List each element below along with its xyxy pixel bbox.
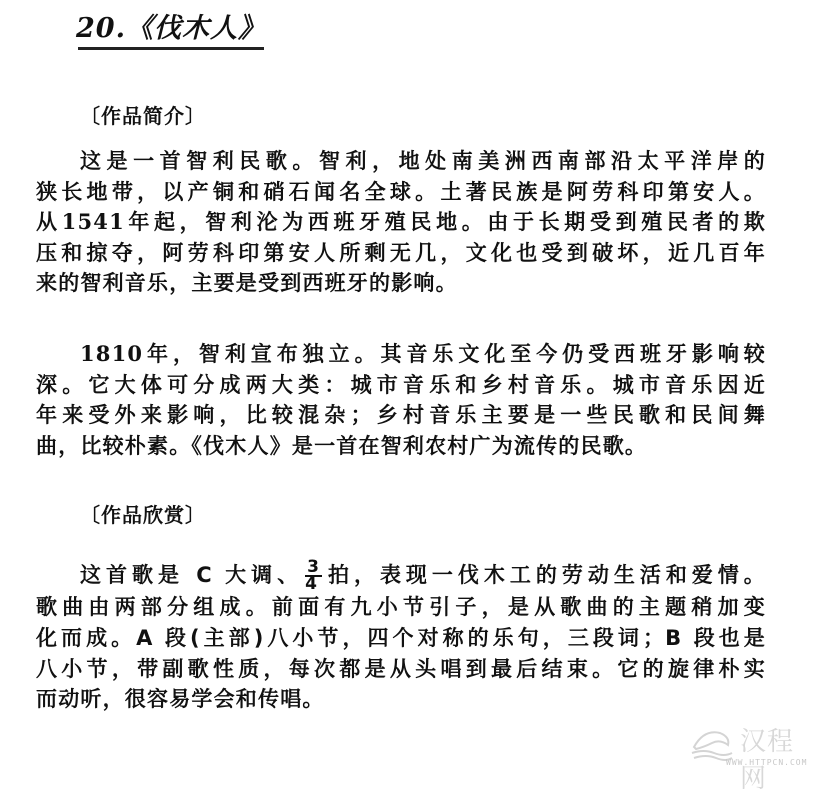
- text-segment: 这首歌是 C 大调、: [80, 563, 304, 587]
- text-segment: 拍，表现一伐木工的劳动生活和爱情。: [324, 563, 766, 587]
- text-line: 歌曲由两部分组成。前面有九小节引子，是从歌曲的主题稍加变: [36, 595, 766, 619]
- time-signature-denominator: 4: [305, 574, 319, 594]
- appreciation-paragraph: [36, 557, 766, 715]
- time-signature: [305, 557, 322, 594]
- watermark-url: WWW.HTTPCN.COM: [726, 758, 808, 767]
- time-signature-numerator: 3: [307, 557, 321, 577]
- title-underline: [78, 47, 264, 50]
- text-line: 年来受外来影响，比较混杂；乡村音乐主要是一些民歌和民间舞: [36, 402, 766, 427]
- watermark: [690, 715, 808, 794]
- text-line: 曲，比较朴素。《伐木人》是一首在智利农村广为流传的民歌。: [36, 432, 648, 458]
- text-line: 深。它大体可分成两大类：城市音乐和乡村音乐。城市音乐因近: [36, 371, 766, 397]
- intro-paragraph-1: [36, 146, 766, 299]
- text-line: 这是一首智利民歌。智利，地处南美洲西南部沿太平洋岸的: [80, 148, 766, 173]
- section-heading-appreciation: 〔作品欣赏〕: [80, 503, 206, 527]
- article-title: 20.《伐木人》: [76, 13, 266, 44]
- text-line: 狭长地带，以产铜和硝石闻名全球。土著民族是阿劳科印第安人。: [36, 178, 766, 204]
- text-line: [36, 557, 766, 594]
- text-line: 八小节，带副歌性质，每次都是从头唱到最后结束。它的旋律朴实: [36, 656, 766, 681]
- section-heading-intro: 〔作品简介〕: [80, 104, 206, 128]
- watermark-name: 汉程网: [740, 727, 795, 794]
- text-line: 1810年，智利宣布独立。其音乐文化至今仍受西班牙影响较: [80, 341, 766, 366]
- text-line: 化而成。A 段(主部)八小节，四个对称的乐句，三段词；B 段也是: [36, 625, 766, 650]
- text-line: 从1541年起，智利沦为西班牙殖民地。由于长期受到殖民者的欺: [36, 209, 766, 234]
- text-line: 来的智利音乐，主要是受到西班牙的影响。: [36, 270, 458, 295]
- dolphin-logo-icon: [690, 723, 734, 763]
- text-line: 而动听，很容易学会和传唱。: [36, 687, 325, 712]
- text-line: 压和掠夺，阿劳科印第安人所剩无几，文化也受到破坏，近几百年: [36, 239, 766, 265]
- intro-paragraph-2: [36, 339, 766, 461]
